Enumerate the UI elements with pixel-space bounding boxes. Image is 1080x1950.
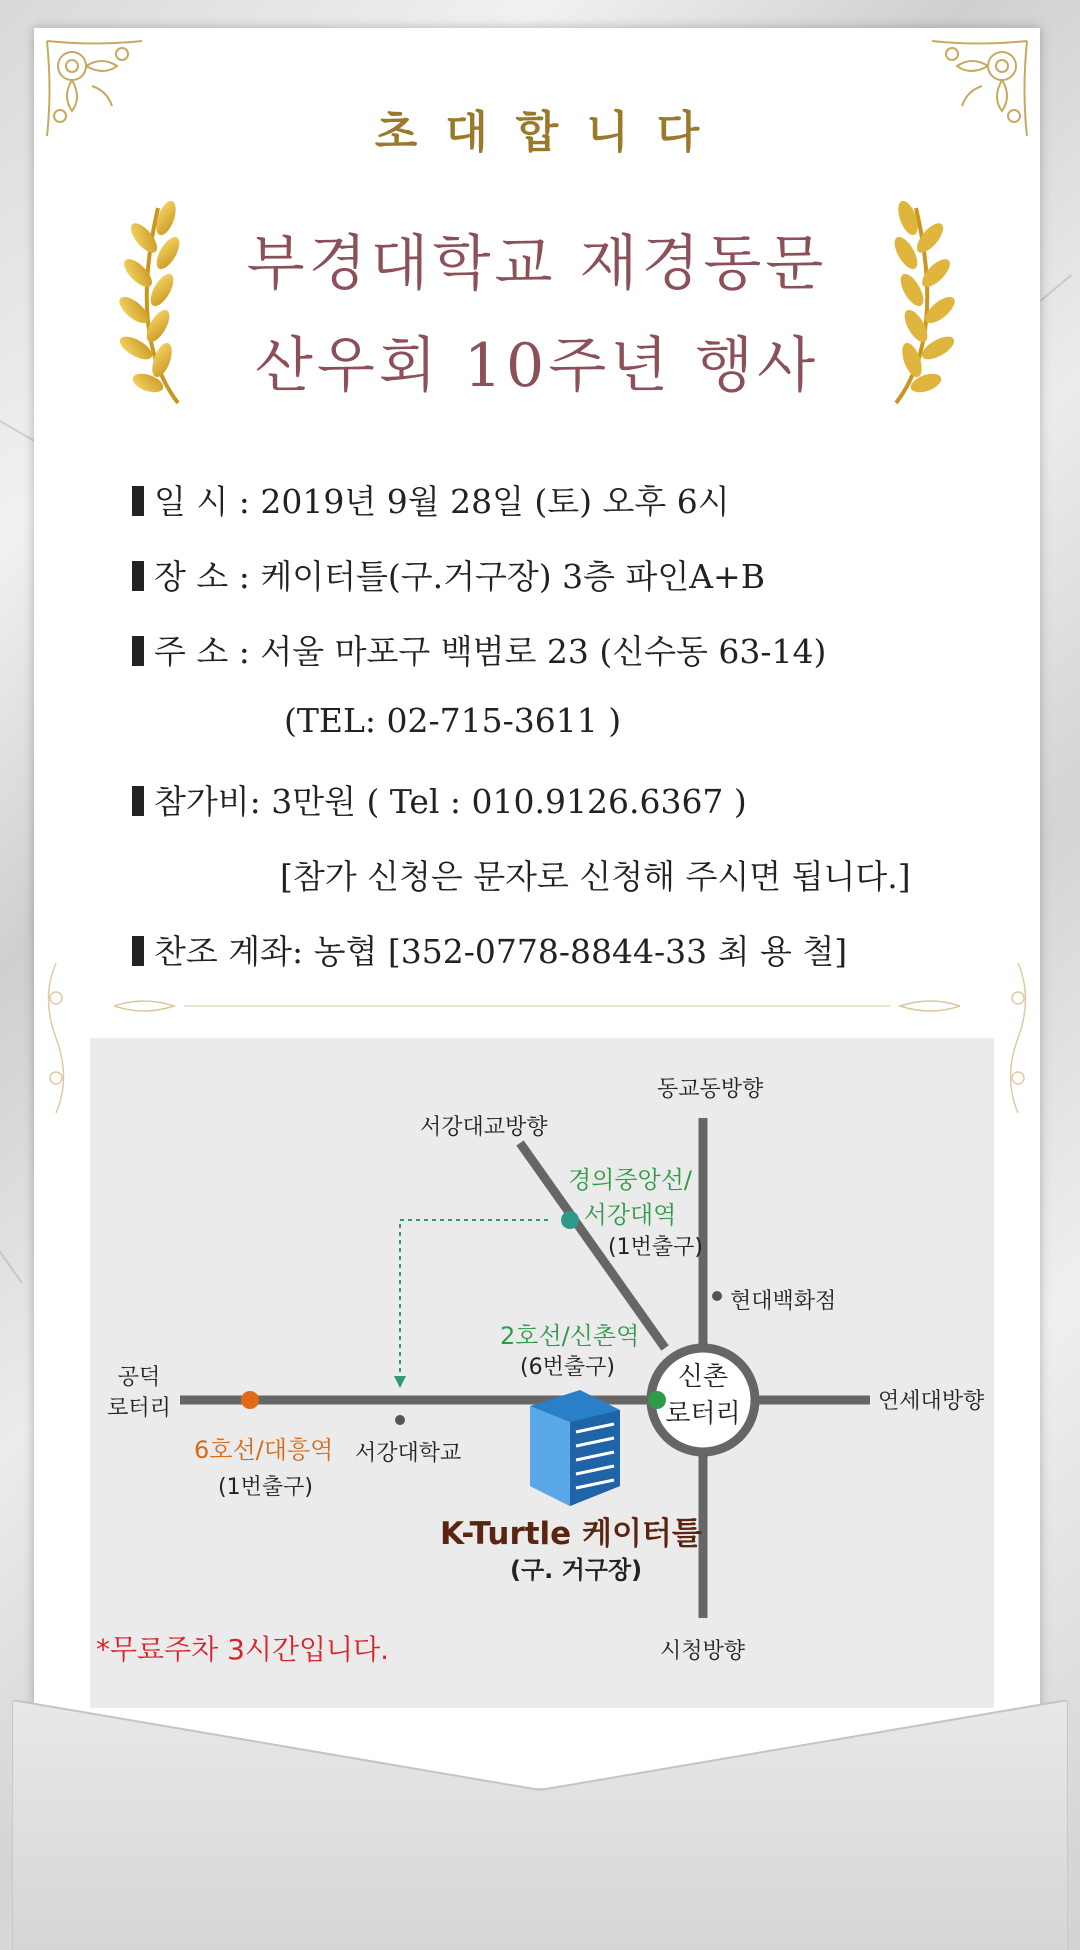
sinchon-rotary: 신촌 로터리 <box>665 1362 741 1429</box>
venue-name: K-Turtle 케이터틀 <box>440 1516 702 1552</box>
parking-notice: *무료주차 3시간입니다. <box>96 1633 390 1666</box>
venue-former-name: (구. 거구장) <box>510 1556 643 1584</box>
event-title-line2: 산우회 10주년 행사 <box>254 331 820 401</box>
gyeongui-station-name: 경의중앙선/ 서강대역 <box>567 1166 692 1229</box>
datetime-label: 일 시 <box>154 482 229 521</box>
line6-station-dot <box>241 1391 259 1409</box>
address-label: 주 소 <box>154 632 229 671</box>
fee-label: 참가비: <box>154 782 261 821</box>
ornament-side-icon <box>998 958 1038 1118</box>
event-title-line1: 부경대학교 재경동문 <box>246 229 828 299</box>
info-address <box>132 626 826 673</box>
fee-note: [참가 신청은 문자로 신청해 주시면 됩니다.] <box>280 857 911 896</box>
bullet-square-icon <box>132 561 144 591</box>
bullet-square-icon <box>132 936 144 966</box>
gyeongui-exit: (1번출구) <box>608 1235 703 1260</box>
line2-station-name: 2호선/신촌역 <box>500 1322 640 1350</box>
gongdeok-rotary: 공덕 로터리 <box>107 1365 171 1421</box>
marble-vein <box>0 1250 23 1284</box>
info-account <box>132 926 847 973</box>
invitation-card <box>34 28 1040 1788</box>
account-value: 농협 [352-0778-8844-33 최 용 철] <box>313 932 848 971</box>
location-map <box>90 1038 994 1708</box>
direction-northwest: 서강대교방향 <box>420 1115 548 1140</box>
address-value: : 서울 마포구 백범로 23 (신수동 63-14) <box>238 632 827 671</box>
direction-south: 시청방향 <box>660 1639 746 1664</box>
bullet-square-icon <box>132 636 144 666</box>
fee-value: 3만원 ( Tel : 010.9126.6367 ) <box>271 782 747 821</box>
place-label: 장 소 <box>154 557 229 596</box>
envelope-flap <box>12 1700 1068 1950</box>
info-fee <box>132 776 747 823</box>
direction-north: 동교동방향 <box>657 1077 764 1102</box>
line2-exit: (6번출구) <box>520 1355 615 1380</box>
line6-exit: (1번출구) <box>218 1475 313 1500</box>
bullet-square-icon <box>132 486 144 516</box>
bullet-square-icon <box>132 786 144 816</box>
marble-vein <box>1040 274 1072 301</box>
line6-station-name: 6호선/대흥역 <box>194 1436 334 1464</box>
building-icon <box>530 1390 620 1506</box>
ornament-divider-icon <box>114 996 960 1016</box>
place-value: : 케이터틀(구.거구장) 3층 파인A+B <box>238 557 765 596</box>
info-datetime <box>132 476 730 523</box>
ornament-side-icon <box>36 958 76 1118</box>
account-label: 찬조 계좌: <box>154 932 304 971</box>
sogang-university: 서강대학교 <box>355 1441 462 1466</box>
department-store: 현대백화점 <box>730 1289 837 1314</box>
invite-heading: 초대합니다 <box>374 107 728 158</box>
datetime-value: : 2019년 9월 28일 (토) 오후 6시 <box>238 482 730 521</box>
address-tel: (TEL: 02-715-3611 ) <box>284 701 622 740</box>
info-place <box>132 551 765 598</box>
direction-east: 연세대방향 <box>878 1389 985 1414</box>
